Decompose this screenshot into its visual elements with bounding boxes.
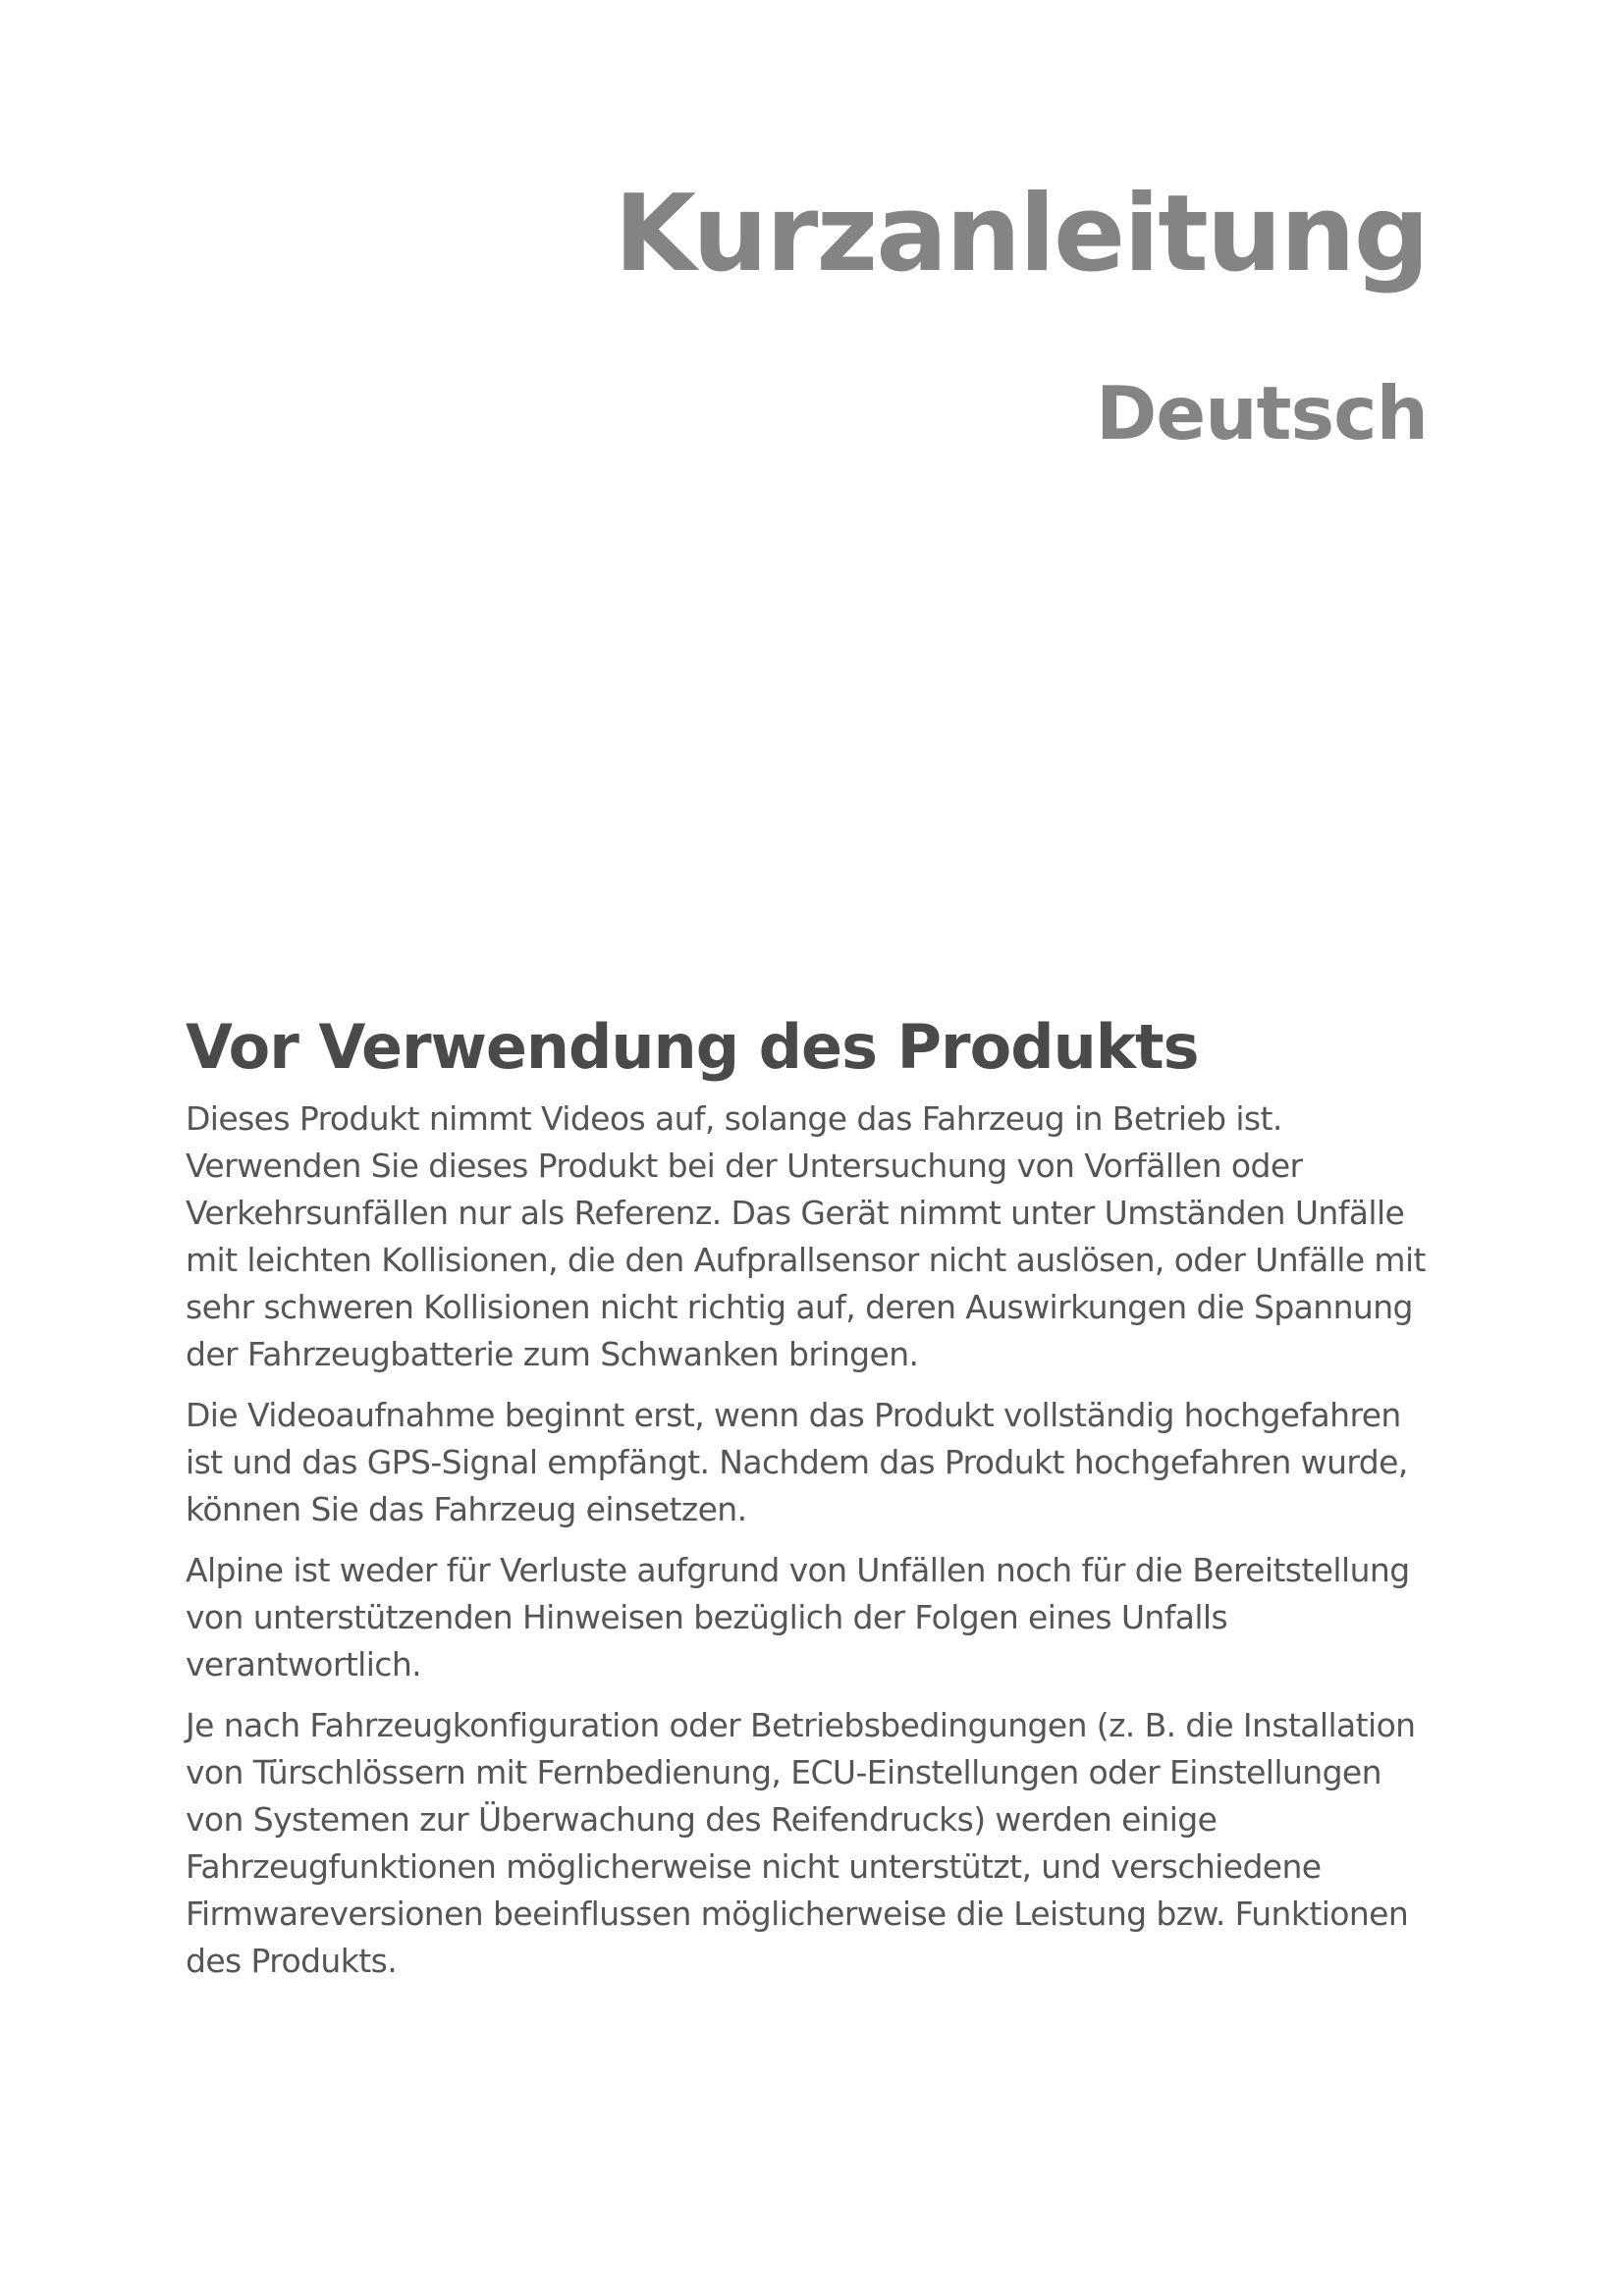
paragraph-compatibility: Je nach Fahrzeugkonfiguration oder Betriebsbedingungen (z. B. die Installation von Türschlössern mit Fernbedienung, ECU-Einstellungen oder Einstellungen von Systemen zur Überwachung des Reifendrucks) werden einige Fahrzeugfunktionen möglicherweise nicht unterstützt, und verschiedene Firmwareversionen beeinflussen möglicherweise die Leistung bzw. Funktionen des Produkts. (186, 1706, 1416, 1981)
precautions-section (186, 1011, 1442, 1999)
paragraph-recording-start: Die Videoaufnahme beginnt erst, wenn das Produkt vollständig hochgefahren ist und das GPS-Signal empfängt. Nachdem das Produkt hochgefahren wurde, können Sie das Fahrzeug einsetzen. (186, 1396, 1408, 1529)
page-title: Kurzanleitung (614, 173, 1428, 295)
paragraph-recording-scope: Dieses Produkt nimmt Videos auf, solange das Fahrzeug in Betrieb ist. Verwenden Sie dieses Produkt bei der Untersuchung von Vorfällen oder Verkehrsunfällen nur als Referenz. Das Gerät nimmt unter Umständen Unfälle mit leichten Kollisionen, die den Aufprallsensor nicht auslösen, oder Unfälle mit sehr schweren Kollisionen nicht richtig auf, deren Auswirkungen die Spannung der Fahrzeugbatterie zum Schwanken bringen. (186, 1099, 1426, 1374)
language-label: Deutsch (1096, 370, 1428, 456)
section-heading: Vor Verwendung des Produkts (186, 1011, 1199, 1083)
paragraph-liability: Alpine ist weder für Verluste aufgrund von Unfällen noch für die Bereitstellung von unterstützenden Hinweisen bezüglich der Folgen eines Unfalls verantwortlich. (186, 1551, 1410, 1684)
